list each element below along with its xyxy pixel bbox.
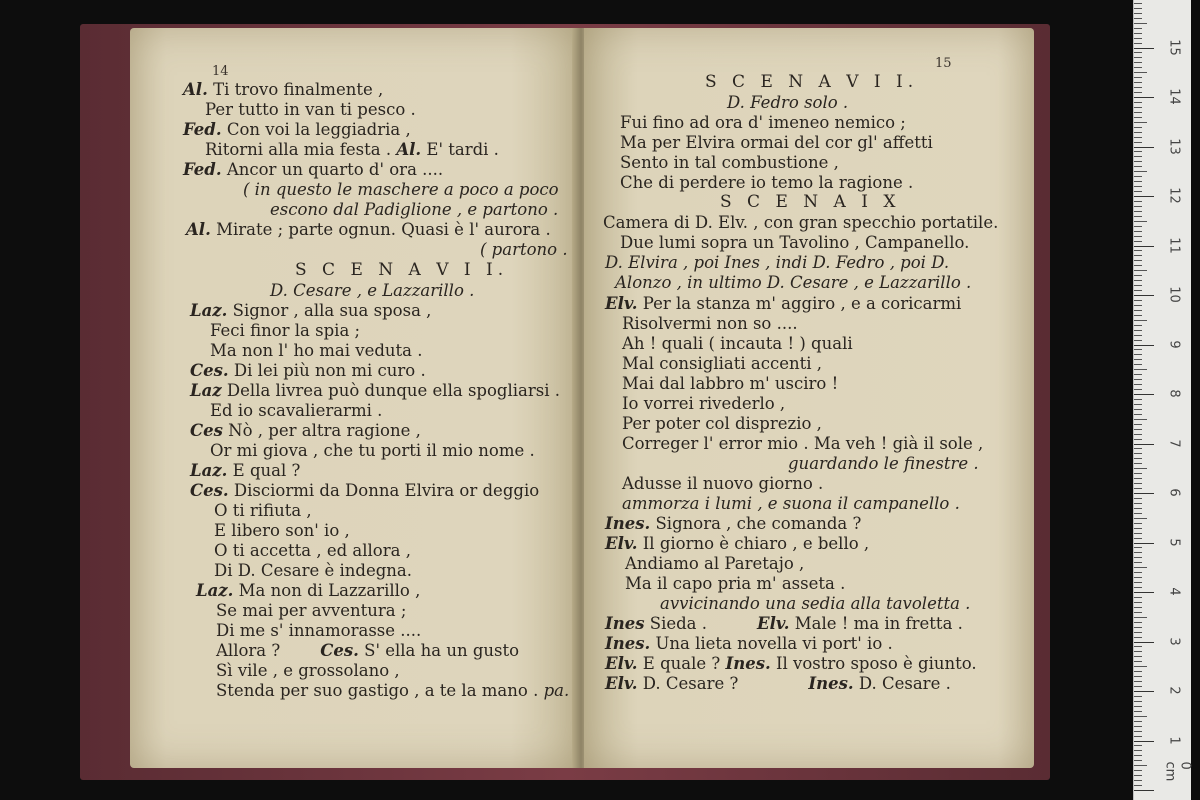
ruler-tick	[1134, 389, 1142, 390]
ruler-tick	[1134, 147, 1154, 148]
ruler-tick	[1134, 523, 1142, 524]
ruler-tick	[1134, 384, 1142, 385]
ruler-tick	[1134, 216, 1142, 217]
text-line: Per tutto in van ti pesco .	[205, 100, 416, 119]
ruler-tick	[1134, 226, 1142, 227]
ruler-tick	[1134, 127, 1142, 128]
ruler-tick	[1134, 23, 1147, 24]
ruler-tick	[1134, 785, 1142, 786]
ruler-tick	[1134, 122, 1147, 123]
ruler-tick	[1134, 221, 1147, 222]
ruler-number: 13	[1166, 137, 1182, 155]
setting-line: Due lumi sopra un Tavolino , Campanello.	[620, 233, 970, 252]
scene-heading: S C E N A I X	[720, 192, 901, 212]
ruler-tick	[1134, 528, 1142, 529]
ruler-tick	[1134, 305, 1142, 306]
dialogue-line: Stenda per suo gastigo , a te la mano . pa.	[216, 681, 570, 700]
ruler-number: 9	[1166, 339, 1182, 349]
dialogue-line: Ces. Di lei più non mi curo .	[190, 361, 426, 380]
dialogue-line: Elv. Il giorno è chiaro , e bello ,	[605, 534, 870, 553]
ruler-unit-label: 0 cm	[1162, 761, 1193, 782]
ruler-tick	[1134, 562, 1142, 563]
ruler-tick	[1134, 607, 1142, 608]
ruler-tick	[1134, 439, 1142, 440]
ruler-tick	[1134, 52, 1142, 53]
ruler-tick	[1134, 434, 1142, 435]
ruler-tick	[1134, 132, 1142, 133]
ruler-tick	[1134, 315, 1142, 316]
ruler-tick	[1134, 295, 1154, 296]
ruler-tick	[1134, 508, 1142, 509]
ruler-number: 8	[1166, 389, 1182, 398]
ruler-tick	[1134, 637, 1142, 638]
dialogue-line: E libero son' io ,	[214, 521, 350, 540]
ruler-tick	[1134, 750, 1142, 751]
ruler-tick	[1134, 632, 1142, 633]
dialogue-line: Laz. Ma non di Lazzarillo ,	[196, 581, 421, 600]
ruler-tick	[1134, 394, 1154, 395]
measuring-ruler	[1133, 0, 1191, 800]
ruler-number: 11	[1166, 236, 1182, 254]
dialogue-line: Risolvermi non so ....	[622, 314, 798, 333]
dialogue-line: Laz Della livrea può dunque ella spogliarsi .	[190, 381, 560, 400]
dialogue-line: Andiamo al Paretajo ,	[625, 554, 805, 573]
ruler-tick	[1134, 745, 1142, 746]
dialogue-line: Or mi giova , che tu porti il mio nome .	[210, 441, 535, 460]
text-line: Al. Ti trovo finalmente ,	[183, 80, 384, 99]
ruler-tick	[1134, 404, 1142, 405]
ruler-tick	[1134, 513, 1142, 514]
ruler-tick	[1134, 3, 1142, 4]
ruler-tick	[1134, 260, 1142, 261]
ruler-number: 10	[1166, 286, 1182, 303]
ruler-tick	[1134, 493, 1154, 494]
ruler-tick	[1134, 701, 1142, 702]
stage-direction: ammorza i lumi , e suona il campanello .	[622, 494, 960, 513]
ruler-tick	[1134, 176, 1142, 177]
ruler-number: 2	[1166, 686, 1182, 695]
page-number-right: 15	[935, 56, 952, 71]
dialogue-line: Ines Sieda . Elv. Male ! ma in fretta .	[605, 614, 963, 633]
ruler-tick	[1134, 206, 1142, 207]
ruler-tick	[1134, 409, 1142, 410]
dialogue-line: Io vorrei rivederlo ,	[622, 394, 786, 413]
ruler-tick	[1134, 82, 1142, 83]
ruler-tick	[1134, 191, 1142, 192]
ruler-tick	[1134, 241, 1142, 242]
ruler-tick	[1134, 166, 1142, 167]
ruler-tick	[1134, 107, 1142, 108]
ruler-tick	[1134, 414, 1142, 415]
scene-characters: D. Fedro solo .	[727, 93, 849, 112]
dialogue-line: Ces. Disciormi da Donna Elvira or deggio	[190, 481, 540, 500]
ruler-tick	[1134, 453, 1142, 454]
ruler-tick	[1134, 666, 1147, 667]
ruler-tick	[1134, 642, 1154, 643]
monologue-line: Che di perdere io temo la ragione .	[620, 173, 914, 192]
dialogue-line: O ti accetta , ed allora ,	[214, 541, 411, 560]
scene-characters: D. Cesare , e Lazzarillo .	[270, 281, 475, 300]
dialogue-line: Ces Nò , per altra ragione ,	[190, 421, 421, 440]
dialogue-line: Ines. Una lieta novella vi port' io .	[605, 634, 893, 653]
ruler-tick	[1134, 201, 1142, 202]
ruler-number: 5	[1166, 537, 1182, 547]
stage-direction: escono dal Padiglione , e partono .	[270, 200, 559, 219]
ruler-tick	[1134, 765, 1147, 766]
stage-direction: avvicinando una sedia alla tavoletta .	[660, 594, 971, 613]
ruler-tick	[1134, 280, 1142, 281]
ruler-tick	[1134, 676, 1142, 677]
ruler-tick	[1134, 755, 1142, 756]
setting-line: Camera di D. Elv. , con gran specchio portatile.	[603, 213, 999, 232]
dialogue-line: Allora ? Ces. S' ella ha un gusto	[216, 641, 520, 660]
ruler-tick	[1134, 458, 1142, 459]
ruler-tick	[1134, 552, 1142, 553]
ruler-tick	[1134, 92, 1142, 93]
ruler-tick	[1134, 726, 1142, 727]
ruler-tick	[1134, 102, 1142, 103]
ruler-tick	[1134, 736, 1142, 737]
dialogue-line: Mal consigliati accenti ,	[622, 354, 823, 373]
ruler-tick	[1134, 681, 1142, 682]
ruler-tick	[1134, 246, 1154, 247]
ruler-tick	[1134, 62, 1142, 63]
scene-heading: S C E N A V I I.	[705, 72, 919, 92]
ruler-number: 14	[1166, 88, 1182, 105]
ruler-tick	[1134, 211, 1142, 212]
characters-line: Alonzo , in ultimo D. Cesare , e Lazzarillo .	[615, 273, 972, 292]
ruler-tick	[1134, 379, 1142, 380]
ruler-tick	[1134, 300, 1142, 301]
ruler-tick	[1134, 661, 1142, 662]
scene-heading: S C E N A V I I.	[295, 260, 509, 280]
ruler-tick	[1134, 117, 1142, 118]
dialogue-line: Di me s' innamorasse ....	[216, 621, 422, 640]
monologue-line: Ma per Elvira ormai del cor gl' affetti	[620, 133, 933, 152]
ruler-tick	[1134, 38, 1142, 39]
ruler-tick	[1134, 48, 1154, 49]
ruler-tick	[1134, 567, 1147, 568]
dialogue-line: Elv. E quale ? Ines. Il vostro sposo è giunto.	[605, 654, 977, 673]
dialogue-line: Ed io scavalierarmi .	[210, 401, 383, 420]
ruler-tick	[1134, 587, 1142, 588]
ruler-tick	[1134, 622, 1142, 623]
ruler-tick	[1134, 265, 1142, 266]
dialogue-line: Ma non l' ho mai veduta .	[210, 341, 423, 360]
ruler-number: 4	[1166, 587, 1182, 596]
ruler-tick	[1134, 310, 1142, 311]
ruler-tick	[1134, 463, 1142, 464]
ruler-tick	[1134, 325, 1142, 326]
ruler-tick	[1134, 721, 1142, 722]
ruler-tick	[1134, 503, 1142, 504]
ruler-tick	[1134, 255, 1142, 256]
ruler-tick	[1134, 597, 1142, 598]
ruler-tick	[1134, 320, 1147, 321]
ruler-tick	[1134, 448, 1142, 449]
ruler-tick	[1134, 137, 1142, 138]
ruler-number: 7	[1166, 438, 1182, 448]
ruler-tick	[1134, 275, 1142, 276]
ruler-tick	[1134, 538, 1142, 539]
characters-line: D. Elvira , poi Ines , indi D. Fedro , poi D.	[605, 253, 950, 272]
ruler-tick	[1134, 57, 1142, 58]
dialogue-line: Sì vile , e grossolano ,	[216, 661, 400, 680]
ruler-tick	[1134, 181, 1142, 182]
ruler-tick	[1134, 369, 1147, 370]
ruler-tick	[1134, 691, 1154, 692]
ruler-tick	[1134, 345, 1154, 346]
ruler-tick	[1134, 671, 1142, 672]
dialogue-line: Mai dal labbro m' usciro !	[622, 374, 839, 393]
ruler-tick	[1134, 488, 1142, 489]
ruler-tick	[1134, 572, 1142, 573]
ruler-tick	[1134, 617, 1147, 618]
ruler-tick	[1134, 577, 1142, 578]
ruler-tick	[1134, 612, 1142, 613]
ruler-tick	[1134, 340, 1142, 341]
ruler-tick	[1134, 483, 1142, 484]
dialogue-line: Se mai per avventura ;	[216, 601, 407, 620]
ruler-tick	[1134, 711, 1142, 712]
ruler-tick	[1134, 444, 1154, 445]
dialogue-line: Ah ! quali ( incauta ! ) quali	[622, 334, 853, 353]
ruler-tick	[1134, 33, 1142, 34]
ruler-tick	[1134, 67, 1142, 68]
stage-direction: ( partono .	[480, 240, 568, 259]
ruler-tick	[1134, 364, 1142, 365]
ruler-tick	[1134, 686, 1142, 687]
ruler-tick	[1134, 731, 1142, 732]
monologue-line: Sento in tal combustione ,	[620, 153, 839, 172]
ruler-tick	[1134, 171, 1147, 172]
ruler-tick	[1134, 156, 1142, 157]
ruler-tick	[1134, 775, 1142, 776]
text-line: Fed. Con voi la leggiadria ,	[183, 120, 411, 139]
monologue-line: Fui fino ad ora d' imeneo nemico ;	[620, 113, 906, 132]
ruler-number: 6	[1166, 488, 1182, 497]
ruler-tick	[1134, 231, 1142, 232]
ruler-number: 15	[1166, 38, 1182, 56]
ruler-number: 1	[1166, 735, 1182, 745]
dialogue-line: Per poter col disprezio ,	[622, 414, 822, 433]
ruler-tick	[1134, 557, 1142, 558]
ruler-tick	[1134, 161, 1142, 162]
stage-direction: guardando le finestre .	[788, 454, 979, 473]
dialogue-line: Laz. E qual ?	[190, 461, 301, 480]
ruler-tick	[1134, 13, 1142, 14]
dialogue-line: Adusse il nuovo giorno .	[622, 474, 824, 493]
ruler-tick	[1134, 285, 1142, 286]
ruler-tick	[1134, 97, 1154, 98]
dialogue-line: Ines. Signora , che comanda ?	[605, 514, 862, 533]
ruler-tick	[1134, 196, 1154, 197]
ruler-tick	[1134, 429, 1142, 430]
ruler-tick	[1134, 18, 1142, 19]
ruler-tick	[1134, 547, 1142, 548]
ruler-tick	[1134, 87, 1142, 88]
ruler-tick	[1134, 518, 1147, 519]
dialogue-line: Di D. Cesare è indegna.	[214, 561, 412, 580]
ruler-tick	[1134, 627, 1142, 628]
dialogue-line: Elv. D. Cesare ? Ines. D. Cesare .	[605, 674, 951, 693]
text-line: Fed. Ancor un quarto d' ora ....	[183, 160, 444, 179]
ruler-tick	[1134, 651, 1142, 652]
ruler-tick	[1134, 43, 1142, 44]
ruler-tick	[1134, 419, 1147, 420]
ruler-tick	[1134, 28, 1142, 29]
ruler-tick	[1134, 780, 1142, 781]
text-line: Ritorni alla mia festa . Al. E' tardi .	[205, 140, 499, 159]
ruler-tick	[1134, 592, 1154, 593]
ruler-tick	[1134, 399, 1142, 400]
ruler-tick	[1134, 706, 1142, 707]
ruler-tick	[1134, 602, 1142, 603]
dialogue-line: Elv. Per la stanza m' aggiro , e a coricarmi	[605, 294, 962, 313]
ruler-tick	[1134, 760, 1142, 761]
ruler-tick	[1134, 151, 1142, 152]
ruler-tick	[1134, 72, 1147, 73]
dialogue-line: Ma il capo pria m' asseta .	[625, 574, 846, 593]
dialogue-line: Feci finor la spia ;	[210, 321, 361, 340]
ruler-tick	[1134, 335, 1142, 336]
ruler-tick	[1134, 330, 1142, 331]
ruler-tick	[1134, 250, 1142, 251]
ruler-tick	[1134, 349, 1142, 350]
page-number-left: 14	[212, 64, 229, 79]
ruler-number: 3	[1166, 636, 1182, 646]
text-line: Al. Mirate ; parte ognun. Quasi è l' aurora .	[186, 220, 551, 239]
ruler-tick	[1134, 142, 1142, 143]
ruler-tick	[1134, 468, 1147, 469]
ruler-tick	[1134, 290, 1142, 291]
ruler-tick	[1134, 716, 1147, 717]
ruler-tick	[1134, 473, 1142, 474]
stage-direction: ( in questo le maschere a poco a poco	[243, 180, 559, 199]
ruler-tick	[1134, 424, 1142, 425]
ruler-tick	[1134, 8, 1142, 9]
ruler-tick	[1134, 359, 1142, 360]
ruler-tick	[1134, 582, 1142, 583]
ruler-tick	[1134, 543, 1154, 544]
ruler-tick	[1134, 790, 1154, 791]
ruler-tick	[1134, 478, 1142, 479]
ruler-tick	[1134, 374, 1142, 375]
ruler-tick	[1134, 770, 1142, 771]
ruler-tick	[1134, 533, 1142, 534]
ruler-tick	[1134, 112, 1142, 113]
ruler-tick	[1134, 696, 1142, 697]
ruler-tick	[1134, 646, 1142, 647]
ruler-tick	[1134, 270, 1147, 271]
dialogue-line: O ti rifiuta ,	[214, 501, 312, 520]
ruler-number: 12	[1166, 187, 1182, 204]
ruler-tick	[1134, 656, 1142, 657]
dialogue-line: Correger l' error mio . Ma veh ! già il sole ,	[622, 434, 984, 453]
ruler-tick	[1134, 236, 1142, 237]
dialogue-line: Laz. Signor , alla sua sposa ,	[190, 301, 432, 320]
ruler-tick	[1134, 498, 1142, 499]
ruler-tick	[1134, 354, 1142, 355]
ruler-tick	[1134, 741, 1154, 742]
ruler-tick	[1134, 186, 1142, 187]
ruler-tick	[1134, 77, 1142, 78]
